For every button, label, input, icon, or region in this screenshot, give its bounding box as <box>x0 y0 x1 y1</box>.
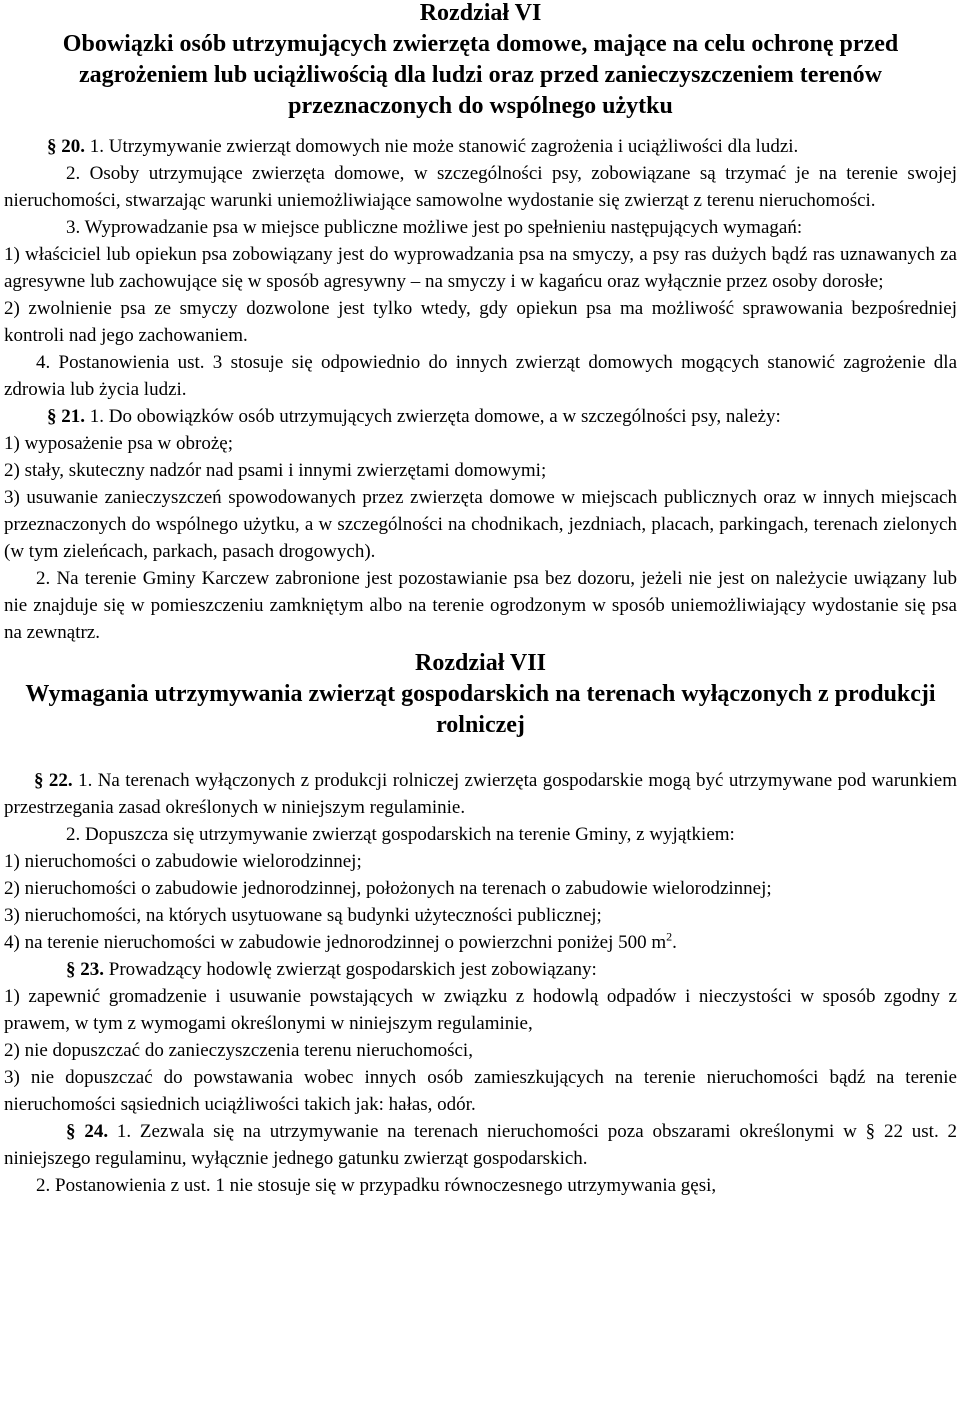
section-22-item-1: 1) nieruchomości o zabudowie wielorodzinnej; <box>4 851 362 872</box>
section-23-item-1: 1) zapewnić gromadzenie i usuwanie powstających w związku z hodowlą odpadów i nieczystości w sposób zgodny z prawem, w tym z wymogami określonymi w niniejszym regulaminie, <box>4 986 957 1034</box>
section-22-number: 22. <box>48 770 73 791</box>
section-symbol: § <box>34 770 44 791</box>
section-20-paragraph-4: 4. Postanowienia ust. 3 stosuje się odpowiednio do innych zwierząt domowych mogących stanowić zagrożenie dla zdrowia lub życia ludzi. <box>4 352 957 400</box>
section-21-item-3: 3) usuwanie zanieczyszczeń spowodowanych przez zwierzęta domowe w miejscach publicznych oraz w innych miejscach przeznaczonych do wspólnego użytku, a w szczególności na chodnikach, jezdniach, placach, parkingach, terenach zielonych (w tym zieleńcach, parkach, pasach drogowych). <box>4 487 957 562</box>
section-20-number: 20. <box>61 136 85 157</box>
section-21-paragraph-1: § 21. 1. Do obowiązków osób utrzymujących zwierzęta domowe, a w szczególności psy, należy: <box>47 406 781 427</box>
section-symbol: § <box>66 1121 76 1142</box>
section-22-item-4: 4) na terenie nieruchomości w zabudowie jednorodzinnej o powierzchni poniżej 500 $m^2$. <box>4 929 677 953</box>
section-symbol: § <box>47 136 57 157</box>
chapter-6-title: Rozdział VI <box>419 0 542 26</box>
section-24-paragraph-2: 2. Postanowienia z ust. 1 nie stosuje się w przypadku równoczesnego utrzymywania gęsi, <box>36 1175 717 1196</box>
section-symbol: § <box>66 959 76 980</box>
superscript: 2 <box>666 929 673 944</box>
section-symbol: § <box>47 406 57 427</box>
section-23-item-3: 3) nie dopuszczać do powstawania wobec innych osób zamieszkujących na terenie nieruchomości bądź na terenie nieruchomości sąsiednich uciążliwości takich jak: hałas, odór. <box>4 1067 957 1115</box>
section-20-item-2: 2) zwolnienie psa ze smyczy dozwolone jest tylko wtedy, gdy opiekun psa ma możliwość sprawowania bezpośredniej kontroli nad jego zachowaniem. <box>4 298 957 346</box>
section-23-item-2: 2) nie dopuszczać do zanieczyszczenia terenu nieruchomości, <box>4 1040 473 1061</box>
chapter-7-subtitle: Wymagania utrzymywania zwierząt gospodarskich na terenach wyłączonych z produkcji rolniczej <box>25 681 936 738</box>
section-23-number: 23. <box>80 959 104 980</box>
section-24-paragraph-1: § 24. 1. Zezwala się na utrzymywanie na terenach nieruchomości poza obszarami określonymi w § 22 ust. 2 niniejszego regulaminu, wyłącznie jednego gatunku zwierząt gospodarskich. <box>4 1121 957 1169</box>
document-page <box>4 0 957 1199</box>
section-20-item-1: 1) właściciel lub opiekun psa zobowiązany jest do wyprowadzania psa na smyczy, a psy ras dużych bądź ras uznawanych za agresywne lub zachowujące się w sposób agresywny – na smyczy i w kagańcu oraz wyłącznie przez osoby dorosłe; <box>4 244 957 292</box>
section-20-paragraph-3: 3. Wyprowadzanie psa w miejsce publiczne możliwe jest po spełnieniu następujących wymagań: <box>66 217 803 238</box>
section-21-item-2: 2) stały, skuteczny nadzór nad psami i innymi zwierzętami domowymi; <box>4 460 547 481</box>
section-22-paragraph-2: 2. Dopuszcza się utrzymywanie zwierząt gospodarskich na terenie Gminy, z wyjątkiem: <box>66 824 735 845</box>
chapter-6-subtitle: Obowiązki osób utrzymujących zwierzęta domowe, mające na celu ochronę przed zagrożeniem lub uciążliwością dla ludzi oraz przed zanieczyszczeniem terenów przeznaczonych do wspólnego użytku <box>62 31 899 119</box>
section-21-number: 21. <box>61 406 85 427</box>
section-24-number: 24. <box>84 1121 109 1142</box>
section-21-paragraph-2: 2. Na terenie Gminy Karczew zabronione jest pozostawianie psa bez dozoru, jeżeli nie jest on należycie uwiązany lub nie znajduje się w pomieszczeniu zamkniętym albo na terenie ogrodzonym w sposób uniemożliwiający wydostanie się psa na zewnątrz. <box>4 568 957 643</box>
section-22-item-2: 2) nieruchomości o zabudowie jednorodzinnej, położonych na terenach o zabudowie wielorodzinnej; <box>4 878 772 899</box>
chapter-7-title: Rozdział VII <box>415 650 546 676</box>
section-22-paragraph-1: § 22. 1. Na terenach wyłączonych z produkcji rolniczej zwierzęta gospodarskie mogą być utrzymywane pod warunkiem przestrzegania zasad określonych w niniejszym regulaminie. <box>4 770 958 818</box>
section-20-paragraph-1: § 20. 1. Utrzymywanie zwierząt domowych nie może stanowić zagrożenia i uciążliwości dla ludzi. <box>47 136 799 157</box>
section-21-item-1: 1) wyposażenie psa w obrożę; <box>4 433 233 454</box>
section-20-paragraph-2: 2. Osoby utrzymujące zwierzęta domowe, w szczególności psy, zobowiązane są trzymać je na terenie swojej nieruchomości, stwarzając warunki uniemożliwiające samowolne wydostanie się zwierząt z terenu nieruchomości. <box>4 163 957 211</box>
section-23-intro: § 23. Prowadzący hodowlę zwierząt gospodarskich jest zobowiązany: <box>66 959 597 980</box>
section-22-item-3: 3) nieruchomości, na których usytuowane są budynki użyteczności publicznej; <box>4 905 602 926</box>
